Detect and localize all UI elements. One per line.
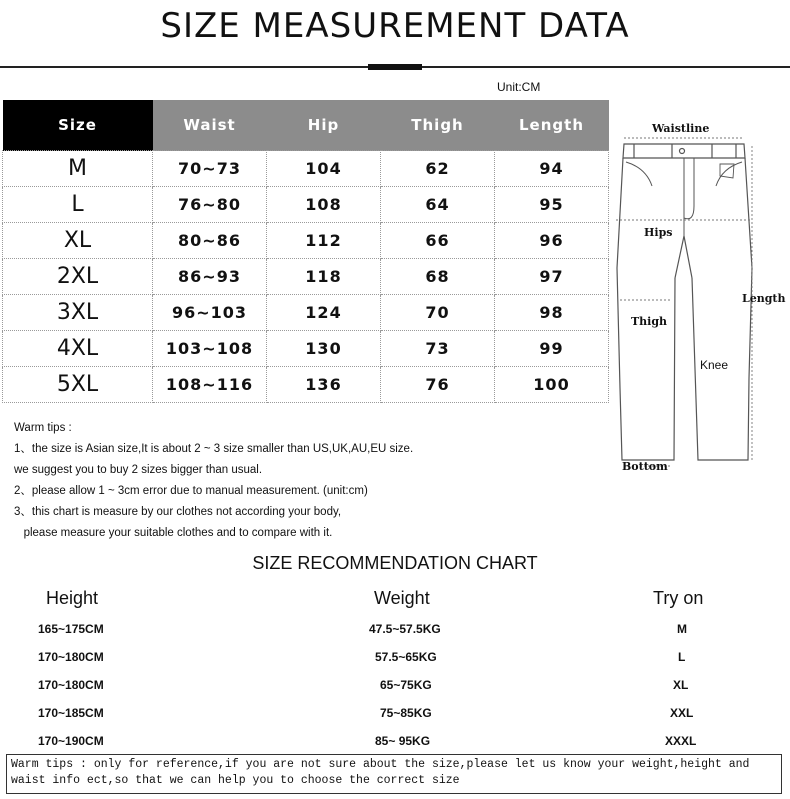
recommendation-title: SIZE RECOMMENDATION CHART bbox=[252, 553, 538, 573]
length-label: Length bbox=[742, 292, 786, 305]
warm-tip-line: 3、this chart is measure by our clothes not according your body, bbox=[14, 506, 342, 518]
weight-header: Weight bbox=[374, 588, 430, 608]
page-title: SIZE MEASUREMENT DATA bbox=[160, 6, 630, 46]
header-thigh: Thigh bbox=[381, 100, 495, 151]
weight-cell: 47.5~57.5KG bbox=[369, 622, 441, 636]
height-cell: 170~190CM bbox=[38, 734, 104, 748]
waist-cell: 103~108 bbox=[153, 331, 267, 367]
header-hip: Hip bbox=[267, 100, 381, 151]
size-table bbox=[2, 100, 609, 403]
footer-line: waist info ect,so that we can help you to choose the correct size bbox=[11, 774, 460, 787]
size-cell: M bbox=[3, 151, 153, 187]
table-row bbox=[3, 331, 609, 367]
weight-cell: 85~ 95KG bbox=[375, 734, 431, 748]
height-cell: 165~175CM bbox=[38, 622, 104, 636]
hips-label: Hips bbox=[644, 226, 673, 239]
length-cell: 97 bbox=[495, 259, 609, 295]
hip-cell: 104 bbox=[267, 151, 381, 187]
table-row bbox=[3, 187, 609, 223]
thigh-cell: 68 bbox=[381, 259, 495, 295]
header-length: Length bbox=[495, 100, 609, 151]
thigh-cell: 70 bbox=[381, 295, 495, 331]
table-row bbox=[3, 367, 609, 403]
length-cell: 96 bbox=[495, 223, 609, 259]
weight-cell: 65~75KG bbox=[380, 678, 432, 692]
hip-cell: 108 bbox=[267, 187, 381, 223]
hip-cell: 136 bbox=[267, 367, 381, 403]
try-on-cell: L bbox=[678, 650, 686, 664]
waist-cell: 108~116 bbox=[153, 367, 267, 403]
hip-cell: 124 bbox=[267, 295, 381, 331]
weight-cell: 75~85KG bbox=[380, 706, 432, 720]
waist-cell: 86~93 bbox=[153, 259, 267, 295]
thigh-cell: 64 bbox=[381, 187, 495, 223]
try-on-cell: XXL bbox=[670, 706, 694, 720]
warm-tip-line: 1、the size is Asian size,It is about 2 ~ 3 size smaller than US,UK,AU,EU size. bbox=[14, 443, 414, 455]
thigh-label: Thigh bbox=[631, 315, 668, 328]
try-on-cell: M bbox=[677, 622, 687, 636]
waistline-label: Waistline bbox=[652, 122, 710, 135]
warm-tip-line: 2、please allow 1 ~ 3cm error due to manual measurement. (unit:cm) bbox=[14, 485, 368, 497]
bottom-label: Bottom bbox=[622, 460, 668, 473]
size-cell: XL bbox=[3, 223, 153, 259]
try-on-header: Try on bbox=[653, 588, 704, 608]
height-cell: 170~180CM bbox=[38, 650, 104, 664]
knee-label: Knee bbox=[700, 358, 729, 372]
unit-label: Unit:CM bbox=[497, 80, 541, 94]
size-table-header-row bbox=[3, 100, 609, 151]
height-header: Height bbox=[46, 588, 99, 608]
hip-cell: 118 bbox=[267, 259, 381, 295]
footer-line: Warm tips : only for reference,if you are not sure about the size,please let us know your weight,height and bbox=[11, 758, 750, 771]
height-cell: 170~185CM bbox=[38, 706, 104, 720]
table-row bbox=[3, 295, 609, 331]
header-size: Size bbox=[3, 100, 153, 151]
table-row bbox=[3, 151, 609, 187]
table-row bbox=[3, 259, 609, 295]
length-cell: 98 bbox=[495, 295, 609, 331]
warm-tip-line: please measure your suitable clothes and to compare with it. bbox=[14, 527, 333, 539]
weight-cell: 57.5~65KG bbox=[375, 650, 437, 664]
length-cell: 95 bbox=[495, 187, 609, 223]
size-cell: 5XL bbox=[3, 367, 153, 403]
try-on-cell: XL bbox=[673, 678, 689, 692]
warm-tip-line: we suggest you to buy 2 sizes bigger than usual. bbox=[14, 464, 263, 476]
thigh-cell: 76 bbox=[381, 367, 495, 403]
size-cell: 3XL bbox=[3, 295, 153, 331]
table-row bbox=[3, 223, 609, 259]
hip-cell: 130 bbox=[267, 331, 381, 367]
header-waist: Waist bbox=[153, 100, 267, 151]
length-cell: 94 bbox=[495, 151, 609, 187]
thigh-cell: 66 bbox=[381, 223, 495, 259]
length-cell: 99 bbox=[495, 331, 609, 367]
waist-cell: 80~86 bbox=[153, 223, 267, 259]
size-cell: 2XL bbox=[3, 259, 153, 295]
hip-cell: 112 bbox=[267, 223, 381, 259]
warm-tips-heading: Warm tips : bbox=[14, 422, 72, 434]
waist-cell: 76~80 bbox=[153, 187, 267, 223]
waist-cell: 70~73 bbox=[153, 151, 267, 187]
thigh-cell: 62 bbox=[381, 151, 495, 187]
height-cell: 170~180CM bbox=[38, 678, 104, 692]
footer-warm-tips-box bbox=[6, 754, 782, 794]
try-on-cell: XXXL bbox=[665, 734, 697, 748]
pants-measurement-diagram bbox=[612, 118, 790, 480]
title-divider-accent bbox=[368, 64, 422, 70]
length-cell: 100 bbox=[495, 367, 609, 403]
thigh-cell: 73 bbox=[381, 331, 495, 367]
size-cell: L bbox=[3, 187, 153, 223]
waist-cell: 96~103 bbox=[153, 295, 267, 331]
warm-tips bbox=[14, 418, 413, 544]
size-cell: 4XL bbox=[3, 331, 153, 367]
